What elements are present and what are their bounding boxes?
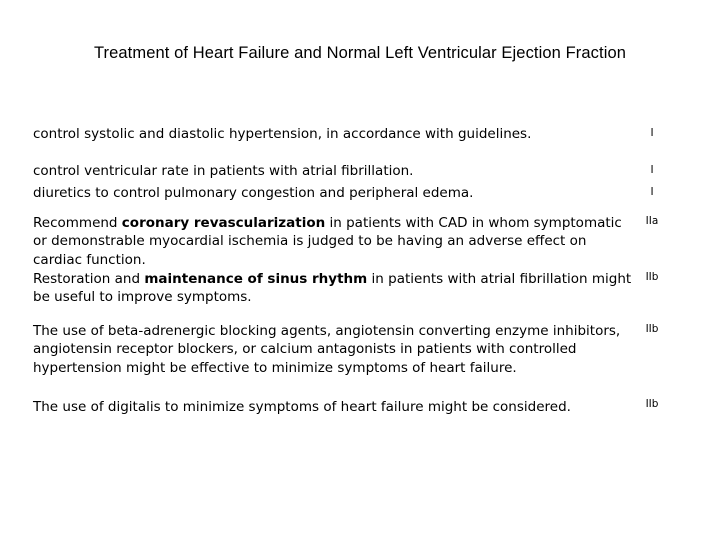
recommendation-text-part: in patients with CAD in whom symptomatic or demonstrable myocardial ischemia is judged to be having an adverse effect on cardiac function. <box>33 215 622 268</box>
recommendation-text-part: Recommend <box>33 215 122 231</box>
recommendation-emphasis: maintenance of sinus rhythm <box>144 271 368 287</box>
recommendation-text-part: in patients with atrial fibrillation might be useful to improve symptoms. <box>33 271 632 306</box>
page-title: Treatment of Heart Failure and Normal Left Ventricular Ejection Fraction <box>93 44 627 62</box>
recommendation-text <box>33 214 633 269</box>
recommendation-class: IIa <box>645 215 659 227</box>
recommendation-text-part: diuretics to control pulmonary congestion and peripheral edema. <box>33 185 474 201</box>
recommendation-text <box>33 398 633 416</box>
recommendation-text-part: The use of digitalis to minimize symptoms of heart failure might be considered. <box>33 399 571 415</box>
recommendation-text <box>33 270 633 307</box>
recommendation-class: IIb <box>645 271 659 283</box>
recommendation-emphasis: coronary revascularization <box>121 215 326 231</box>
recommendation-class: I <box>650 127 654 139</box>
recommendation-text-part: control systolic and diastolic hypertension, in accordance with guidelines. <box>33 126 532 142</box>
recommendation-text <box>33 125 633 143</box>
recommendation-text <box>33 162 633 180</box>
recommendation-text-part: control ventricular rate in patients with atrial fibrillation. <box>33 163 414 179</box>
recommendation-text <box>33 322 633 377</box>
recommendation-class: IIb <box>645 398 659 410</box>
recommendation-text <box>33 184 633 202</box>
recommendation-class: I <box>650 164 654 176</box>
recommendation-class: I <box>650 186 654 198</box>
recommendation-class: IIb <box>645 323 659 335</box>
recommendation-text-part: Restoration and <box>33 271 145 287</box>
recommendation-text-part: The use of beta-adrenergic blocking agents, angiotensin converting enzyme inhibitors, angiotensin receptor blockers, or calcium antagonists in patients with controlled hypertension might be effective to minimize symptoms of heart failure. <box>33 323 621 376</box>
